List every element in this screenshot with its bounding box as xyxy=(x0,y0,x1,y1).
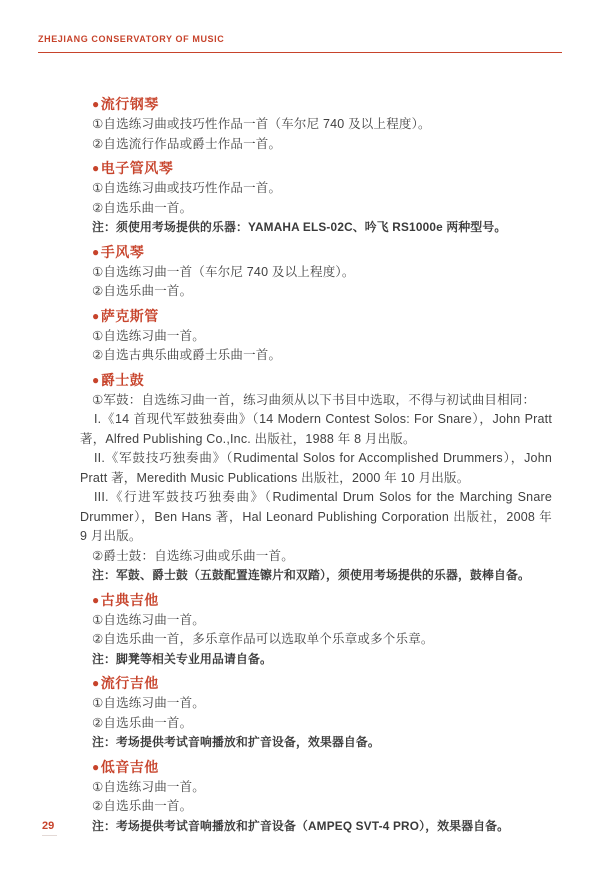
instrument-section xyxy=(80,370,552,586)
requirement-item: ①自选练习曲一首。 xyxy=(92,328,206,343)
instrument-section xyxy=(80,306,552,366)
section-title-text: 流行钢琴 xyxy=(100,96,159,112)
section-title xyxy=(80,306,552,327)
requirement-item: ①自选练习曲一首。 xyxy=(92,779,206,794)
section-title-text: 萨克斯管 xyxy=(100,307,159,324)
requirement-item: ②自选流行作品或爵士作品一首。 xyxy=(92,136,282,151)
requirement-item: ②自选乐曲一首。 xyxy=(92,284,193,298)
instrument-section xyxy=(80,757,552,837)
header-rule xyxy=(38,52,562,53)
requirement-item: ①自选练习曲一首。 xyxy=(92,696,206,710)
section-title-text: 低音吉他 xyxy=(100,758,159,775)
requirement-item: ①自选练习曲或技巧性作品一首（车尔尼 740 及以上程度）。 xyxy=(92,117,431,131)
section-title-text: 古典吉他 xyxy=(100,591,159,608)
content-area xyxy=(80,90,552,836)
bullet-icon: ● xyxy=(92,161,100,175)
instrument-section xyxy=(80,94,552,154)
note-line: 注：考场提供考试音响播放和扩音设备，效果器自备。 xyxy=(92,735,380,749)
section-title-text: 爵士鼓 xyxy=(100,371,145,388)
section-title xyxy=(80,757,552,778)
book-reference: II.《军鼓技巧独奏曲》（Rudimental Solos for Accomplished Drummers），John Pratt 著，Meredith Music Publications 出版社，2000 年 10 月出版。 xyxy=(80,451,552,485)
page-number: 29 xyxy=(42,820,57,836)
section-title-text: 手风琴 xyxy=(100,243,145,260)
section-title xyxy=(80,158,552,179)
requirement-item: ②爵士鼓：自选练习曲或乐曲一首。 xyxy=(92,548,294,563)
section-title xyxy=(80,242,552,263)
book-reference: III.《行进军鼓技巧独奏曲》（Rudimental Drum Solos for the Marching Snare Drummer），Ben Hans 著，Hal Leonard Publishing Corporation 出版社，2008 年 9 月出版。 xyxy=(80,490,552,543)
bullet-icon: ● xyxy=(92,372,100,387)
institution-name: ZHEJIANG CONSERVATORY OF MUSIC xyxy=(38,34,225,44)
requirement-item: ①军鼓：自选练习曲一首，练习曲须从以下书目中选取，不得与初试曲目相同： xyxy=(92,392,536,407)
requirement-item: ②自选乐曲一首。 xyxy=(92,200,193,215)
bullet-icon: ● xyxy=(92,759,100,774)
bullet-icon: ● xyxy=(92,97,100,111)
instrument-section xyxy=(80,590,552,670)
requirement-item: ②自选古典乐曲或爵士乐曲一首。 xyxy=(92,348,282,362)
section-title-text: 流行吉他 xyxy=(100,675,159,691)
note-line: 注：须使用考场提供的乐器：YAMAHA ELS-02C、吟飞 RS1000e 两种型号。 xyxy=(92,220,507,234)
instrument-section xyxy=(80,673,552,753)
requirement-item: ①自选练习曲或技巧性作品一首。 xyxy=(92,181,282,195)
note-line: 注：脚凳等相关专业用品请自备。 xyxy=(92,651,272,666)
section-title xyxy=(80,94,552,115)
section-title xyxy=(80,590,552,611)
book-reference: I.《14 首现代军鼓独奏曲》（14 Modern Contest Solos: For Snare），John Pratt 著，Alfred Publishing Co.,Inc. 出版社，1988 年 8 月出版。 xyxy=(80,412,552,446)
section-title-text: 电子管风琴 xyxy=(100,160,174,176)
requirement-item: ①自选练习曲一首。 xyxy=(92,612,206,627)
requirement-item: ②自选乐曲一首，多乐章作品可以选取单个乐章或多个乐章。 xyxy=(92,632,434,646)
note-line: 注：考场提供考试音响播放和扩音设备（AMPEQ SVT-4 PRO），效果器自备。 xyxy=(92,818,510,833)
bullet-icon: ● xyxy=(92,676,100,690)
bullet-icon: ● xyxy=(92,244,100,259)
requirement-item: ①自选练习曲一首（车尔尼 740 及以上程度）。 xyxy=(92,264,355,279)
bullet-icon: ● xyxy=(92,592,100,607)
section-title xyxy=(80,370,552,391)
requirement-item: ②自选乐曲一首。 xyxy=(92,799,193,813)
instrument-section xyxy=(80,242,552,302)
section-title xyxy=(80,673,552,694)
note-line: 注：军鼓、爵士鼓（五鼓配置连镲片和双踏），须使用考场提供的乐器，鼓棒自备。 xyxy=(92,568,530,582)
bullet-icon: ● xyxy=(92,308,100,323)
instrument-section xyxy=(80,158,552,238)
requirement-item: ②自选乐曲一首。 xyxy=(92,715,193,730)
